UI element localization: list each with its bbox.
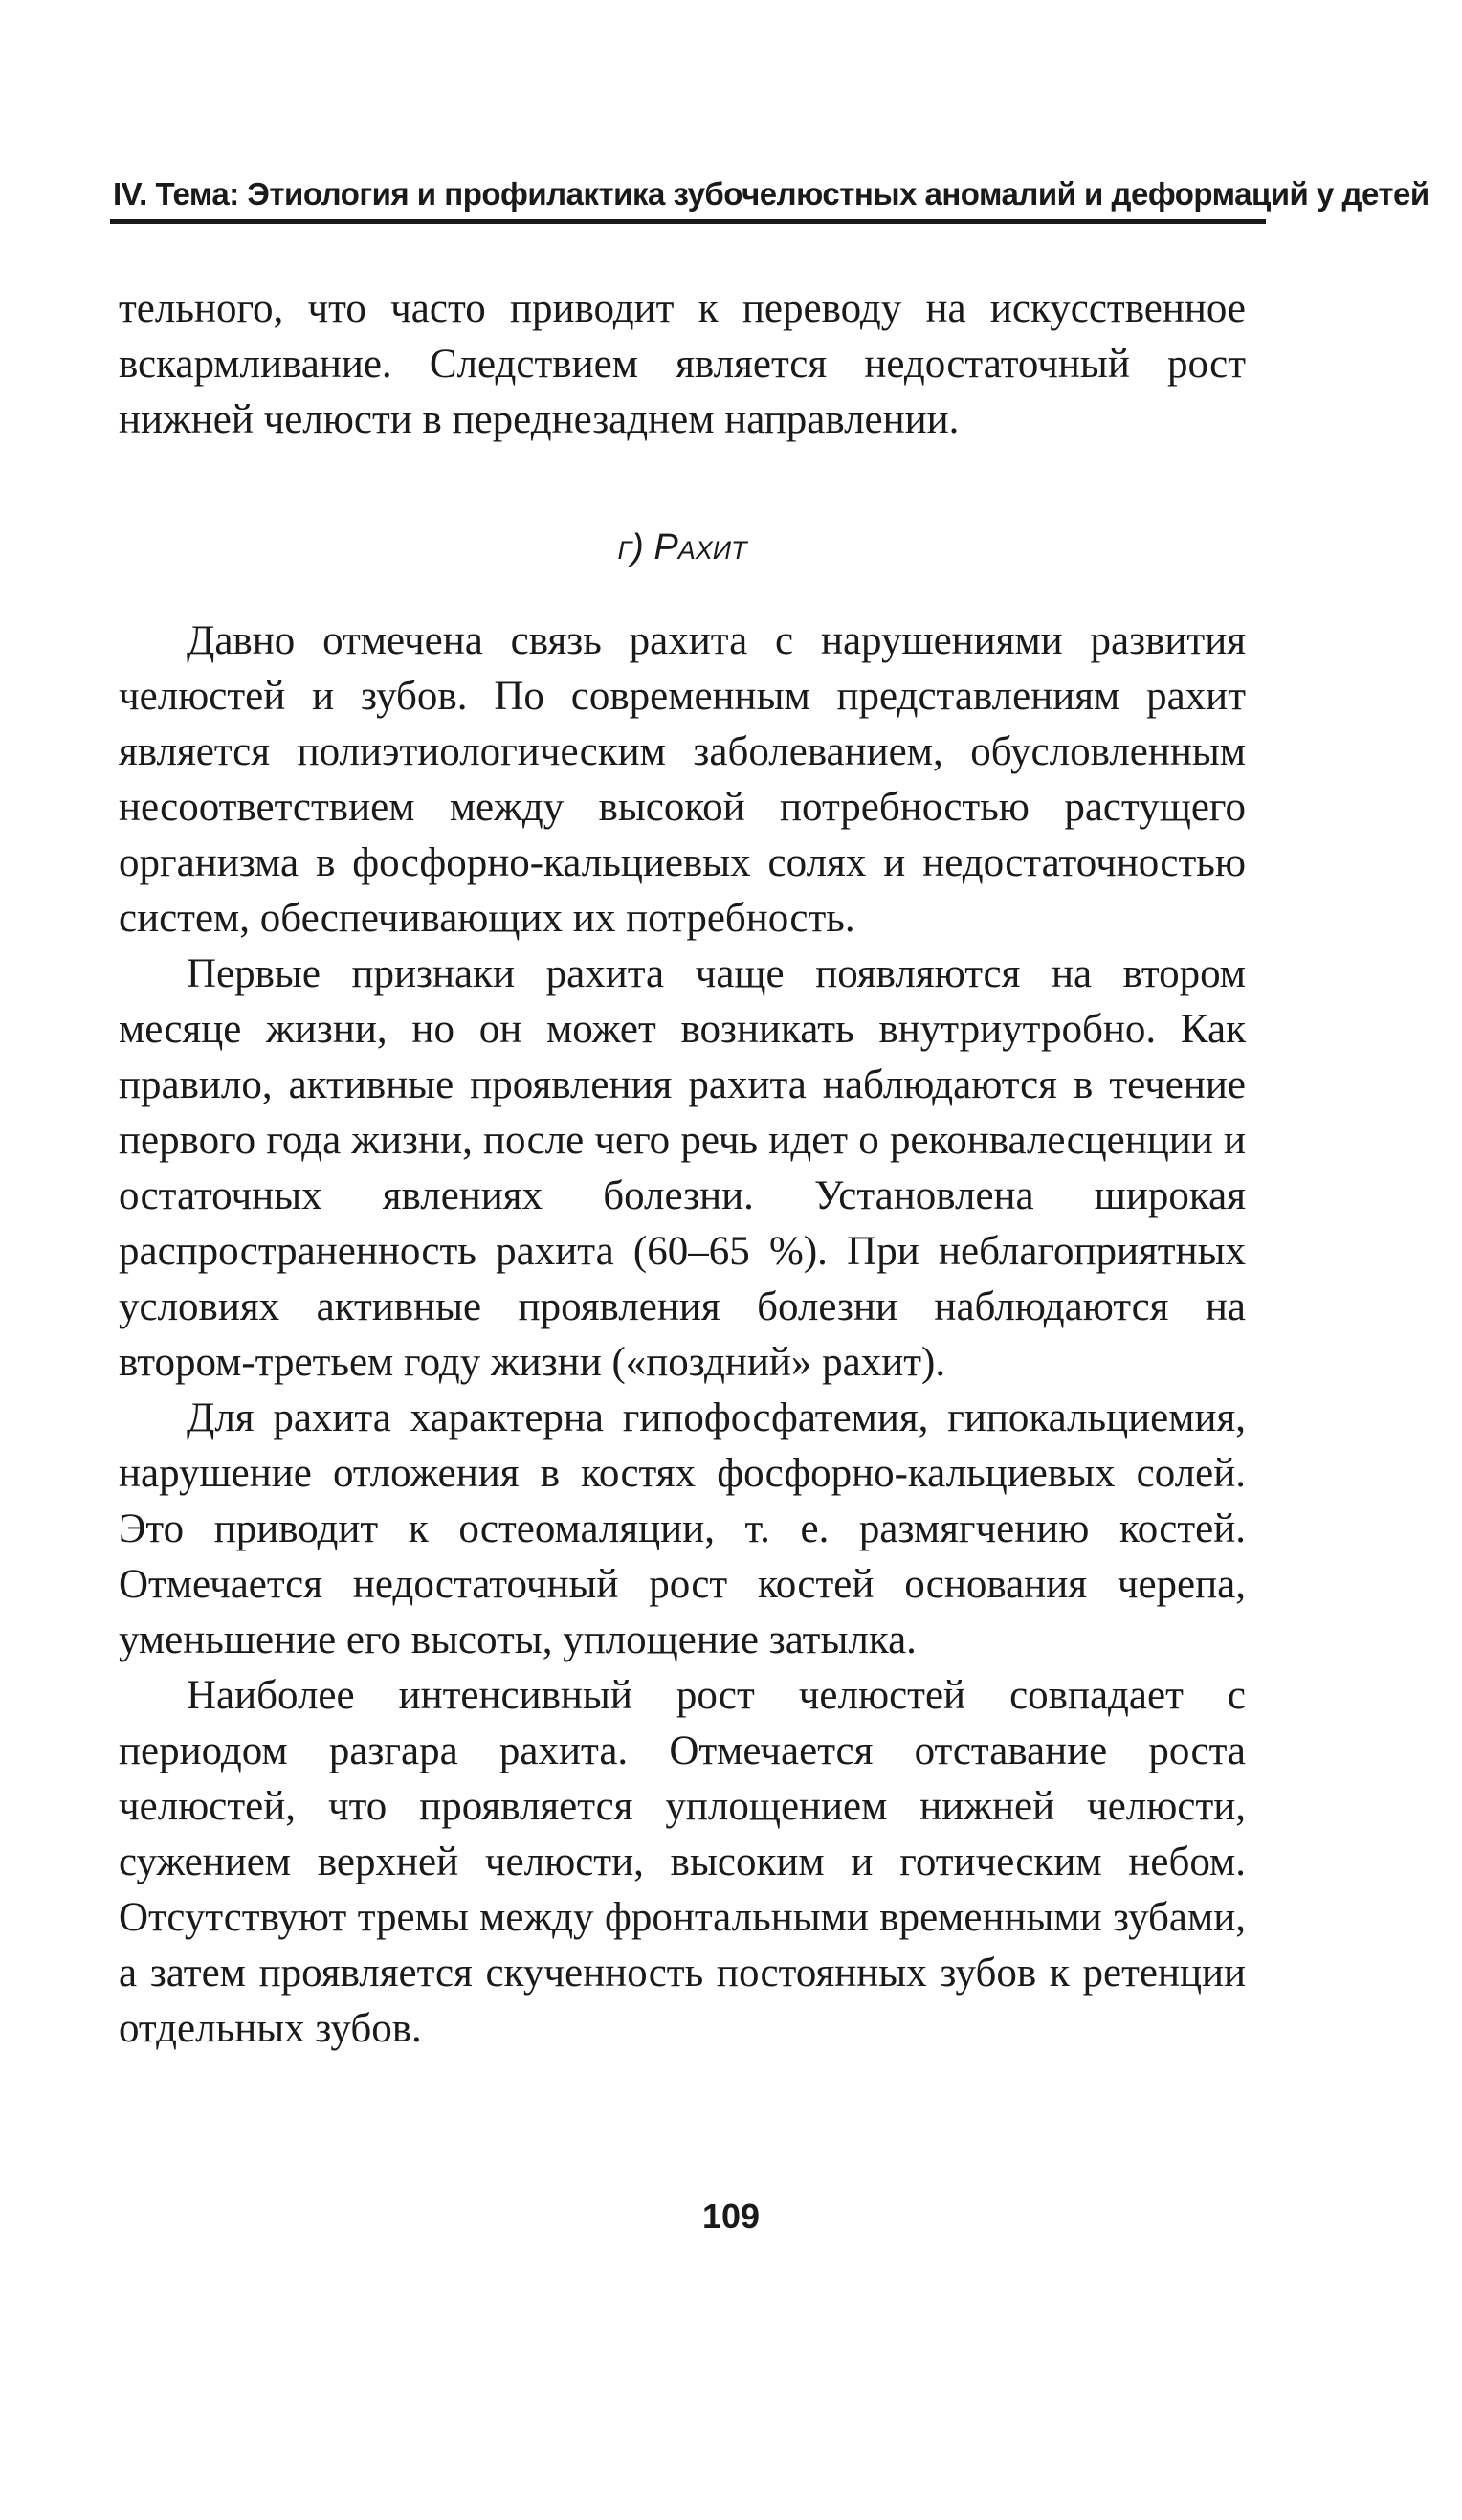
running-header: IV. Тема: Этиология и профилактика зубочелюстных аномалий и деформаций у детей (113, 176, 1429, 212)
page-number: 109 (701, 2197, 761, 2236)
main-text-block (119, 613, 1246, 2057)
continuation-block (119, 281, 1246, 448)
paragraph-1: Давно отмечена связь рахита с нарушениями развития челюстей и зубов. По современным представлениям рахит является полиэтиологическим заболеванием, обусловленным несоответствием между высокой потребностью растущего организма в фосфорно-кальциевых солях и недостаточностью систем, обеспечивающих их потребность. (119, 618, 1246, 941)
section-heading (119, 524, 1246, 571)
paragraph-3: Для рахита характерна гипофосфатемия, гипокальциемия, нарушение отложения в костях фосфорно-кальциевых солей. Это приводит к остеомаляции, т. е. размягчению костей. Отмечается недостаточный рост костей основания черепа, уменьшение его высоты, уплощение затылка. (119, 1395, 1246, 1662)
continuation-paragraph: тельного, что часто приводит к переводу на искусственное вскармливание. Следствием является недостаточный рост нижней челюсти в переднезаднем направлении. (119, 286, 1246, 442)
paragraph-4: Наиболее интенсивный рост челюстей совпадает с периодом разгара рахита. Отмечается отставание роста челюстей, что проявляется уплощением нижней челюсти, сужением верхней челюсти, высоким и готическим небом. Отсутствуют тремы между фронтальными временными зубами, а затем проявляется скученность постоянных зубов к ретенции отдельных зубов. (119, 1673, 1246, 2051)
header-rule (110, 219, 1266, 224)
section-heading-text: г) Рахит (617, 527, 747, 568)
paragraph-2: Первые признаки рахита чаще появляются на втором месяце жизни, но он может возникать внутриутробно. Как правило, активные проявления рахита наблюдаются в течение первого года жизни, после чего речь идет о реконвалесценции и остаточных явлениях болезни. Установлена широкая распространенность рахита (60–65 %). При неблагоприятных условиях активные проявления болезни наблюдаются на втором-третьем году жизни («поздний» рахит). (119, 951, 1246, 1385)
